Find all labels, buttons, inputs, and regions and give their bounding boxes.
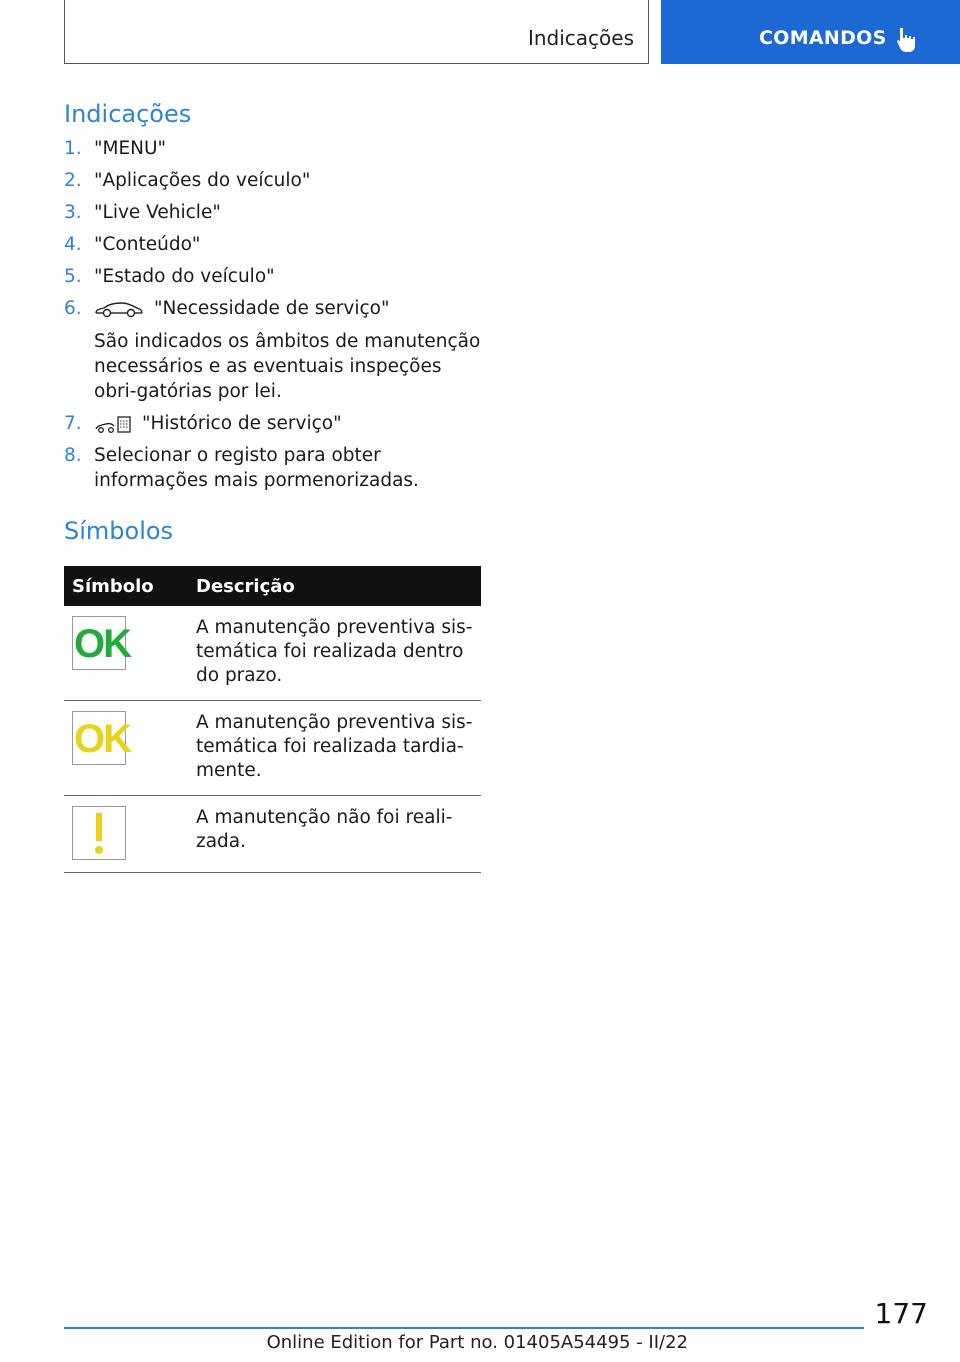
item-number: 6. [64, 298, 82, 319]
item-number: 3. [64, 202, 82, 223]
section-heading-simbolos: Símbolos [64, 517, 174, 545]
ok-yellow-symbol [72, 711, 130, 765]
pointing-hand-icon [894, 26, 920, 54]
chapter-tab-label: COMANDOS [759, 27, 887, 49]
page-number: 177 [874, 1297, 928, 1330]
list-item [64, 296, 484, 404]
service-history-icon [94, 414, 132, 434]
item-number: 2. [64, 170, 82, 191]
symbol-text: OK [74, 717, 130, 761]
item-number: 1. [64, 138, 82, 159]
list-item [64, 411, 484, 436]
item-number: 8. [64, 445, 82, 466]
column-header-symbol: Símbolo [64, 566, 188, 606]
footer-divider [64, 1327, 864, 1329]
edition-text: Online Edition for Part no. 01405A54495 - II/22 [266, 1332, 688, 1353]
item-text: "Conteúdo" [94, 234, 201, 255]
list-item [64, 264, 484, 289]
item-text: "Live Vehicle" [94, 202, 221, 223]
table-row [64, 796, 481, 873]
list-item [64, 136, 484, 161]
symbols-table [64, 566, 481, 873]
header-box [64, 0, 649, 64]
column-header-description: Descrição [188, 566, 481, 606]
symbol-description: A manutenção preventiva sis-temática foi realizada dentro do prazo. [188, 606, 481, 701]
item-text: "Necessidade de serviço" [154, 298, 390, 319]
table-header-row [64, 566, 481, 606]
header-title: Indicações [527, 26, 634, 50]
item-text: "Aplicações do veículo" [94, 170, 311, 191]
table-row [64, 701, 481, 796]
warning-exclamation-symbol [72, 806, 126, 860]
item-number: 4. [64, 234, 82, 255]
steps-list [64, 136, 484, 500]
table-row [64, 606, 481, 701]
item-text: "Histórico de serviço" [142, 413, 342, 434]
chapter-tab[interactable] [661, 0, 960, 64]
symbol-description: A manutenção preventiva sis-temática foi realizada tardia-mente. [188, 701, 481, 796]
item-text: "MENU" [94, 138, 167, 159]
symbol-description: A manutenção não foi reali-zada. [188, 796, 481, 873]
item-subtext: São indicados os âmbitos de manutenção necessários e as eventuais inspeções obri-gatórias por lei. [94, 331, 481, 402]
item-number: 5. [64, 266, 82, 287]
list-item [64, 200, 484, 225]
ok-green-symbol [72, 616, 130, 670]
car-outline-icon [94, 300, 144, 318]
list-item [64, 443, 484, 493]
list-item [64, 168, 484, 193]
section-heading-indicacoes: Indicações [64, 100, 192, 128]
symbol-text: OK [74, 622, 130, 666]
item-number: 7. [64, 413, 82, 434]
list-item [64, 232, 484, 257]
exclamation-icon [73, 807, 125, 859]
item-text: "Estado do veículo" [94, 266, 275, 287]
item-text: Selecionar o registo para obter informações mais pormenorizadas. [94, 445, 419, 491]
